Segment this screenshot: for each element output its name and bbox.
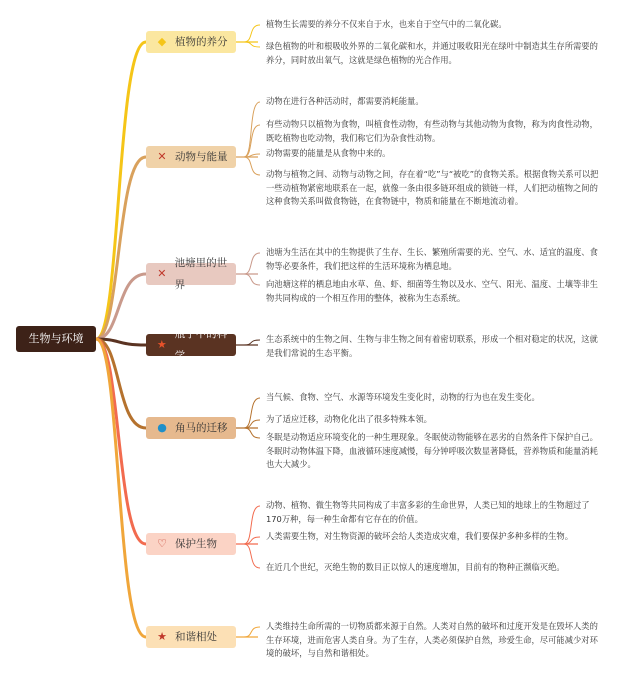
circle-icon: ● [157, 421, 167, 434]
leaf-text: 动物、植物、微生物等共同构成了丰富多彩的生命世界，人类已知的地球上的生物超过了170万种，每一种生命都有它存在的价值。 [266, 500, 590, 524]
leaf-text: 有些动物只以植物为食物，叫植食性动物，有些动物与其他动物为食物，称为肉食性动物，既吃植物也吃动物，我们称它们为杂食性动物。 [266, 119, 598, 143]
leaf-connector [244, 157, 260, 175]
leaf-connector [244, 428, 260, 438]
leaf-text: 动物与植物之间、动物与动物之间，存在着“吃”与“被吃”的食物关系。根据食物关系可以把一些动植物紧密地联系在一起，就像一条由很多链环组成的锁链一样，人们把动植物之间的这种食物关系叫做食物链，在食物链中，物质和能量在不断地流动着。 [266, 169, 599, 206]
branch-label: 瓶子中的科学 [174, 328, 228, 362]
leaf-text: 冬眠是动物适应环境变化的一种生理现象。冬眠使动物能够在恶劣的自然条件下保护自己。冬眠时动物体温下降，血液循环速度减慢，每分钟呼吸次数显著降低，营养物质和能量消耗也大大减少。 [266, 432, 598, 469]
branch-node[interactable] [146, 31, 236, 53]
branch-label: 池塘里的世界 [174, 257, 228, 291]
branch-label: 保护生物 [175, 538, 217, 550]
leaf-text: 向池塘这样的栖息地由水草、鱼、虾、细菌等生物以及水、空气、阳光、温度、土壤等非生物共同构成的一个相互作用的整体，被称为生态系统。 [266, 279, 598, 303]
branch-node[interactable] [146, 533, 236, 555]
leaf-connector [244, 506, 260, 544]
branch-label: 角马的迁移 [175, 422, 228, 434]
leaf-connector [244, 544, 260, 568]
leaf-text: 人类维持生命所需的一切物质都来源于自然。人类对自然的破坏和过度开发是在毁坏人类的生存环境，进而危害人类自身。为了生存，人类必须保护自然，珍爱生命，尽可能减少对环境的破坏，与自然和谐相处。 [266, 621, 598, 658]
leaf-text: 当气候、食物、空气、水源等环境发生变化时，动物的行为也在发生变化。 [266, 392, 540, 402]
leaf-connector [244, 340, 260, 345]
leaf-text: 在近几个世纪，灭绝生物的数目正以惊人的速度增加，目前有的物种正濒临灭绝。 [266, 562, 565, 572]
branch-label: 和谐相处 [175, 631, 217, 643]
branch-label: 动物与能量 [175, 151, 228, 163]
leaf-connector [244, 125, 260, 157]
star-icon: ★ [156, 338, 167, 351]
tools-icon: ✕ [157, 267, 167, 280]
branch-connector [96, 42, 146, 339]
leaf-text: 池塘为生活在其中的生物提供了生存、生长、繁殖所需要的光、空气、水、适宜的温度、食物等必要条件，我们把这样的生活环境称为栖息地。 [266, 247, 598, 271]
branch-node[interactable] [146, 417, 236, 439]
leaf-connector [244, 25, 260, 42]
branch-node[interactable] [146, 626, 236, 648]
leaf-connector [244, 274, 260, 285]
leaf-text: 人类需要生物，对生物资源的破坏会给人类造成灾难，我们要保护多种多样的生物。 [266, 531, 573, 541]
branch-label: 植物的养分 [175, 36, 228, 48]
tools-icon: ✕ [157, 150, 167, 163]
leaf-connector [244, 253, 260, 274]
branch-node[interactable] [146, 146, 236, 168]
diamond-icon: ◆ [157, 35, 167, 48]
branch-node[interactable] [146, 328, 236, 362]
branch-connector [96, 339, 146, 637]
leaf-text: 动物需要的能量是从食物中来的。 [266, 148, 391, 158]
leaf-text: 植物生长需要的养分不仅来自于水，也来自于空气中的二氧化碳。 [266, 19, 507, 29]
leaf-text: 生态系统中的生物之间、生物与非生物之间有着密切联系，形成一个相对稳定的状况，这就是我们常说的生态平衡。 [266, 334, 598, 358]
leaf-text: 为了适应迁移，动物化化出了很多特殊本领。 [266, 414, 432, 424]
leaf-text: 动物在进行各种活动时，都需要消耗能量。 [266, 96, 424, 106]
star-icon: ★ [157, 630, 167, 643]
heart-icon: ♡ [157, 537, 167, 550]
leaf-text: 绿色植物的叶和根吸收外界的二氧化碳和水，并通过吸收阳光在绿叶中制造其生存所需要的养分，同时放出氧气，这就是绿色植物的光合作用。 [266, 41, 598, 65]
branch-node[interactable] [146, 257, 236, 291]
root-node[interactable]: 生物与环境 [16, 326, 96, 352]
leaf-connector [244, 102, 260, 157]
leaf-connector [244, 627, 260, 637]
leaf-connector [244, 42, 260, 47]
